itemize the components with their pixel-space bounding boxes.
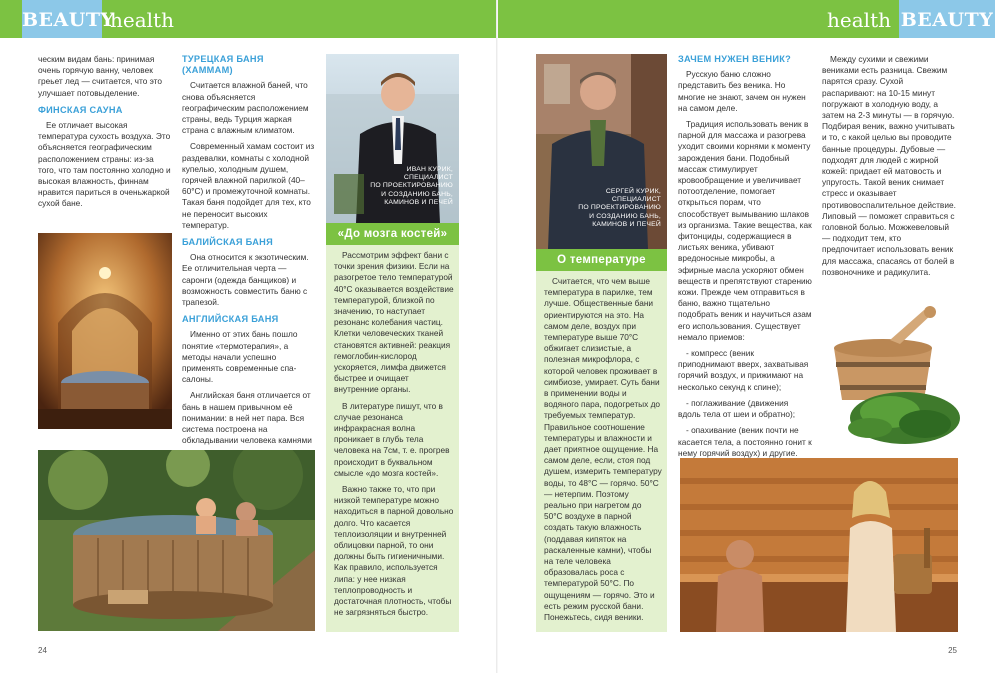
mozg-text-col — [334, 250, 454, 624]
temperature-heading: О температуре — [536, 249, 667, 271]
left-header-bar — [0, 0, 497, 38]
left-col-2 — [182, 54, 316, 463]
venik-title: ЗАЧЕМ НУЖЕН ВЕНИК? — [678, 54, 792, 64]
mozg-p2: В литературе пишут, что в случае резонанса инфракрасная волна проникает в глубь тела человека на 7см, т. е. прогрев происходит в буквальном смысле «до мозга костей». — [334, 400, 450, 478]
venik-p5: - опахивание (веник почти не касается тела, а постоянно гонит к нему горячий воздух) и другие. — [678, 425, 812, 458]
left-col-1 — [38, 54, 172, 215]
ivan-caption-line1: ИВАН КУРИК, — [406, 166, 453, 173]
ivan-caption-line3: ПО ПРОЕКТИРОВАНИЮ — [370, 182, 453, 190]
ivan-caption-line4: И СОЗДАНИЮ БАНЬ, — [381, 190, 453, 198]
ivan-caption — [370, 166, 453, 207]
beauty-label-left: BEAUTY — [22, 0, 102, 38]
venik-p1: Русскую баню сложно представить без веника. Но многие не знают, зачем он нужен на самом деле. — [678, 69, 806, 113]
bali-text: Она относится к экзотическим. Ее отличительная черта — саронги (одежда банщиков) и возможность совместить баню с трапезой. — [182, 252, 309, 308]
bali-title: БАЛИЙСКАЯ БАНЯ — [182, 237, 274, 248]
temperature-text: Считается, что чем выше температура в парилке, тем лучше. Общественные бани ориентируются на это. На самом деле, воздух при температуре выше 70°С обжигает слизистые, а полезная микрофлора, с которой человек проживает в симбиозе, умирает. Суть бани в применении воды и водяного пара, подогретых до требуемых температур. Правильное соотношение температуры и влажности и дает приятное ощущение. На самом деле, если, стоя под душем, измерить температуру воды, то 48°С — горячо. 50°С — нетерпим. Поэтому реально при нагретом до 50°С воздухе в парной создать такую влажность (поддавая кипяток на раскаленные камни), чтобы на теле человека образовалась роса с температурой 50°С. По ощущениям — горячо. Это и есть режим русской бани. Понежьтесь, сидя веники. — [544, 276, 662, 623]
page-number-left: 24 — [38, 646, 47, 655]
page-number-right: 25 — [948, 646, 957, 655]
mozg-p3: Важно также то, что при низкой температуре можно находиться в парной довольно долго. Что касается теплоизоляции и внутренней облицовки парной, то они должны быть гигиеничными. Как правило, используется липа: у нее низкая теплопроводность и достаточная плотность, чтобы не загрязняться быстро. — [334, 484, 454, 618]
venik-p3: - компресс (веник приподнимают вверх, захватывая горячий воздух, и прижимают на несколько секунд к спине); — [678, 348, 809, 392]
venik-p4: - поглаживание (движения вдоль тела от шеи и обратно); — [678, 397, 796, 420]
hot-tub-photo — [38, 450, 315, 631]
venik-col — [678, 54, 812, 464]
sergey-kurik-photo — [536, 54, 667, 249]
english-p2: Английская баня отличается от бань в нашем привычном её понимании: в ней нет пара. Вся система построена на обкладывании человека камнями — [182, 390, 312, 446]
finnish-text: Ее отличает высокая температура сухость воздуха. Это объясняется географическим расположением страны: из-за того, что там постоянно холодно и высокая влажность, финнам нравится париться в оченьжаркой сухой бане. — [38, 120, 171, 209]
mozg-heading: «До мозга костей» — [326, 223, 459, 245]
health-label-right: health — [827, 8, 891, 32]
venik-p2: Традиция использовать веник в парной для массажа и разогрева уходит своими корнями к моменту зарождения бани. Подобный массаж стимулирует кровообращение и увеличивает потоотделение, помогает открыться порам, что способствует вымыванию шлаков из организма. Такие вещества, как фитонциды, содержащиеся в листьях веника, убивают вредоносные микробы, а эфирные масла ускоряют обмен веществ и препятствуют старению кожи. Прежде чем отправиться в баню, важно тщательно подобрать веник и научиться азам его использования. Существует немало приемов: — [678, 119, 812, 342]
ivan-caption-line2: СПЕЦИАЛИСТ — [403, 174, 453, 182]
hammam-photo — [38, 233, 172, 429]
health-label-left: health — [110, 8, 174, 32]
right-page — [498, 0, 995, 673]
mozg-p1: Рассмотрим эффект бани с точки зрения физики. Если на разогретое тело температурой 40°С оказывается воздействие температурой, близкой по значению, то наступает резонанс колебания частиц. Клетки человеческих тканей становятся активней: реакция гемоглобин-кислород ускоряется, лимфа движется быстрее и очищает внутренние органы. — [334, 250, 454, 395]
sergey-caption-line3: ПО ПРОЕКТИРОВАНИЮ — [578, 204, 661, 212]
right-header-bar — [498, 0, 995, 38]
ivan-kurik-photo — [326, 54, 459, 223]
left-page — [0, 0, 497, 673]
sauna-couple-photo — [680, 458, 958, 632]
sergey-caption-line4: И СОЗДАНИЮ БАНЬ, — [589, 212, 661, 220]
turkish-p2: Современный хамам состоит из раздевалки, комнаты с холодной купелью, холодным душем, горячей влажной парилкой (40–60°С) и промежуточной комнаты. Такая баня подойдет для тех, кто не переносит высоких температур. — [182, 141, 315, 230]
sergey-caption — [578, 188, 661, 229]
turkish-title: ТУРЕЦКАЯ БАНЯ (ХАММАМ) — [182, 54, 264, 76]
beauty-label-right: BEAUTY — [899, 0, 995, 38]
ivan-caption-line5: КАМИНОВ И ПЕЧЕЙ — [384, 198, 453, 206]
venik-types-text: Между сухими и свежими вениками есть разница. Свежим парятся сразу. Сухой распаривают: на 10-15 минут погружают в холодную воду, а затем на 2-3 минуты — в горячую. Подбирая веник, важно учитывать и то, с какой целью вы проводите банные процедуры. Дубовые — подходят для людей с жирной кожей: придает ей матовость и упругость. Такой веник снимает стресс и оказывает противовоспалительное действие. Липовый — поможет справиться с головной болью. Можжевеловый — подходит тем, кто предпочитает использовать веник для массажа, спасаясь от болей в позвоночнике и радикулита. — [822, 54, 956, 277]
english-title: АНГЛИЙСКАЯ БАНЯ — [182, 314, 279, 325]
right-col-3 — [822, 54, 956, 283]
sergey-caption-line2: СПЕЦИАЛИСТ — [611, 196, 661, 204]
temperature-text-col — [544, 276, 662, 628]
finnish-title: ФИНСКАЯ САУНА — [38, 104, 123, 115]
sergey-caption-line1: СЕРГЕЙ КУРИК, — [605, 188, 661, 195]
sergey-caption-line5: КАМИНОВ И ПЕЧЕЙ — [592, 220, 661, 228]
bucket-venik-photo — [820, 300, 960, 450]
turkish-p1: Считается влажной баней, что снова объясняется географическим расположением страны, ведь Турция жаркая страна с влажным климатом. — [182, 80, 309, 136]
english-p1: Именно от этих бань пошло понятие «термотерапия», а методы начали успешно применять современные спа-салоны. — [182, 329, 298, 385]
intro-text: ческим видам бань: принимая очень горячую ванну, человек греьет лед — считается, что это улучшает потовыделение. — [38, 54, 162, 98]
